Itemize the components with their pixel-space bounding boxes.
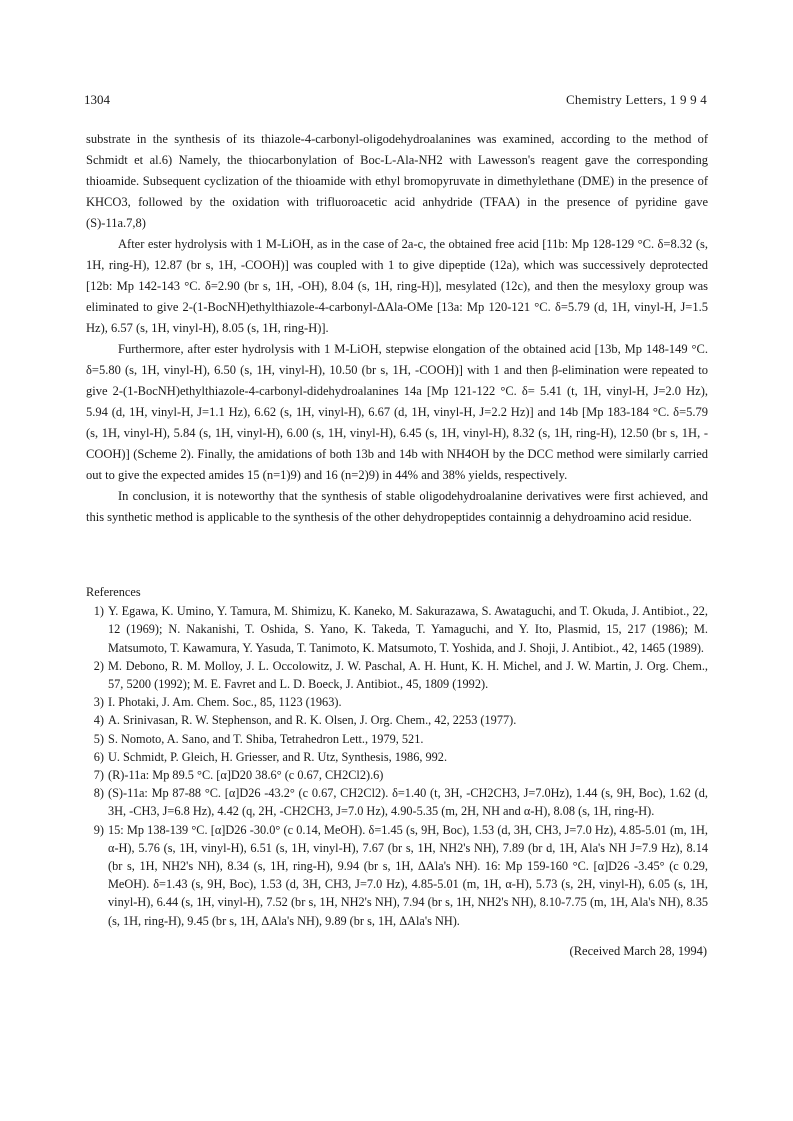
reference-list [86,602,708,930]
reference-item [86,766,708,784]
page-number: 1304 [84,92,110,107]
reference-text: U. Schmidt, P. Gleich, H. Griesser, and R. Utz, Synthesis, 1986, 992. [108,749,448,764]
reference-item [86,711,708,729]
reference-number: 7) [93,768,104,783]
reference-text: (R)-11a: Mp 89.5 °C. [α]D20 38.6° (c 0.67, CH2Cl2).6) [108,768,384,783]
reference-number: 4) [93,713,104,728]
paragraph: In conclusion, it is noteworthy that the synthesis of stable oligodehydroalanine derivatives were first achieved, and this synthetic method is applicable to the synthesis of the other dehydropeptides containnig a dehydroamino acid residue. [86,489,708,524]
reference-text: Y. Egawa, K. Umino, Y. Tamura, M. Shimizu, K. Kaneko, M. Sakurazawa, S. Awataguchi, and T. Okuda, J. Antibiot., 22, 12 (1969); N. Nakanishi, T. Oshida, S. Yano, K. Takeda, T. Yamaguchi, and Y. Ito, Plasmid, 15, 217 (1986); M. Matsumoto, T. Kawamura, Y. Yasuda, T. Tanimoto, K. Matsumoto, T. Yoshida, and J. Shoji, J. Antibiot., 42, 1465 (1989). [108,604,708,655]
reference-number: 6) [93,749,104,764]
reference-item [86,821,708,930]
body-text [86,129,708,528]
reference-number: 2) [93,658,104,673]
reference-text: (S)-11a: Mp 87-88 °C. [α]D26 -43.2° (c 0.67, CH2Cl2). δ=1.40 (t, 3H, -CH2CH3, J=7.0Hz), 1.44 (s, 9H, Boc), 1.62 (d, 3H, -CH3, J=6.8 Hz), 4.42 (q, 2H, -CH2CH3, J=7.0 Hz), 4.90-5.35 (m, 2H, NH and α-H), 8.08 (s, 1H, ring-H). [108,786,708,819]
reference-number: 3) [93,695,104,710]
reference-text: I. Photaki, J. Am. Chem. Soc., 85, 1123 (1963). [108,695,342,710]
received-date: (Received March 28, 1994) [569,944,707,958]
journal-running-head: Chemistry Letters, 1 9 9 4 [566,92,707,107]
reference-item [86,693,708,711]
reference-number: 5) [93,731,104,746]
reference-text: A. Srinivasan, R. W. Stephenson, and R. K. Olsen, J. Org. Chem., 42, 2253 (1977). [108,713,517,728]
reference-item [86,784,708,820]
references-section [86,583,708,930]
reference-number: 9) [93,822,104,837]
reference-item [86,602,708,657]
paragraph: substrate in the synthesis of its thiazole-4-carbonyl-oligodehydroalanines was examined, according to the method of Schmidt et al.6) Namely, the thiocarbonylation of Boc-L-Ala-NH2 with Lawesson's reagent gave the corresponding thioamide. Subsequent cyclization of the thioamide with ethyl bromopyruvate in dimethylethane (DME) in the presence of KHCO3, followed by the oxidation with trifluoroacetic acid anhydride (TFAA) in the presence of pyridine gave (S)-11a.7,8) [86,132,708,230]
paragraph: After ester hydrolysis with 1 M-LiOH, as in the case of 2a-c, the obtained free acid [11b: Mp 128-129 °C. δ=8.32 (s, 1H, ring-H), 12.87 (br s, 1H, -COOH)] was coupled with 1 to give dipeptide (12a), which was successively deprotected [12b: Mp 142-143 °C. δ=2.90 (br s, 1H, -OH), 8.04 (s, 1H, ring-H)], mesylated (12c), and then the mesyloxy group was eliminated to give 2-(1-BocNH)ethylthiazole-4-carbonyl-ΔAla-OMe [13a: Mp 120-121 °C. δ=5.79 (d, 1H, vinyl-H, J=1.5 Hz), 6.57 (s, 1H, vinyl-H), 8.05 (s, 1H, ring-H)]. [86,237,708,335]
reference-text: S. Nomoto, A. Sano, and T. Shiba, Tetrahedron Lett., 1979, 521. [108,731,424,746]
reference-text: M. Debono, R. M. Molloy, J. L. Occolowitz, J. W. Paschal, A. H. Hunt, K. H. Michel, and J. W. Martin, J. Org. Chem., 57, 5200 (1992); M. E. Favret and L. D. Boeck, J. Antibiot., 45, 1809 (1992). [108,658,708,692]
paragraph: Furthermore, after ester hydrolysis with 1 M-LiOH, stepwise elongation of the obtained acid [13b, Mp 148-149 °C. δ=5.80 (s, 1H, vinyl-H), 6.50 (s, 1H, vinyl-H), 10.50 (br s, 1H, -COOH)] with 1 and then β-elimination were repeated to give 2-(1-BocNH)ethylthiazole-4-carbonyl-didehydroalanines 14a [Mp 121-122 °C. δ= 5.41 (t, 1H, vinyl-H, J=2.0 Hz), 5.94 (d, 1H, vinyl-H, J=1.1 Hz), 6.62 (s, 1H, vinyl-H), 6.67 (d, 1H, vinyl-H, J=2.2 Hz)] and 14b [Mp 183-184 °C. δ=5.79 (s, 1H, vinyl-H), 5.84 (s, 1H, vinyl-H), 6.00 (s, 1H, vinyl-H), 6.45 (s, 1H, vinyl-H), 8.32 (s, 1H, ring-H), 12.50 (br s, 1H, -COOH)] (Scheme 2). Finally, the amidations of both 13b and 14b with NH4OH by the DCC method were similarly carried out to give the expected amides 15 (n=1)9) and 16 (n=2)9) in 44% and 38% yields, respectively. [86,342,708,482]
reference-item [86,730,708,748]
reference-item [86,657,708,693]
reference-item [86,748,708,766]
reference-number: 8) [93,786,104,801]
references-title: References [86,585,141,599]
reference-text: 15: Mp 138-139 °C. [α]D26 -30.0° (c 0.14, MeOH). δ=1.45 (s, 9H, Boc), 1.53 (d, 3H, CH3, J=7.0 Hz), 4.85-5.01 (m, 1H, α-H), 5.76 (s, 1H, vinyl-H), 6.51 (s, 1H, vinyl-H), 7.67 (br s, 1H, NH2's NH), 7.89 (br d, 1H, Ala's NH J=7.9 Hz), 8.14 (br s, 1H, NH2's NH), 8.34 (s, 1H, ring-H), 9.94 (br s, 1H, ΔAla's NH). 16: Mp 159-160 °C. [α]D26 -3.45° (c 0.29, MeOH). δ=1.43 (s, 9H, Boc), 1.53 (d, 3H, CH3, J=7.0 Hz), 4.85-5.01 (m, 1H, α-H), 5.73 (s, 2H, vinyl-H), 6.05 (s, 1H, vinyl-H), 6.44 (s, 1H, vinyl-H), 7.52 (br s, 1H, NH2's NH), 7.94 (br s, 1H, NH2's NH), 8.10-7.75 (m, 1H, Ala's NH), 8.35 (s, 1H, ring-H), 9.45 (br s, 1H, ΔAla's NH), 9.89 (br s, 1H, ΔAla's NH). [108,822,708,928]
reference-number: 1) [93,604,104,619]
